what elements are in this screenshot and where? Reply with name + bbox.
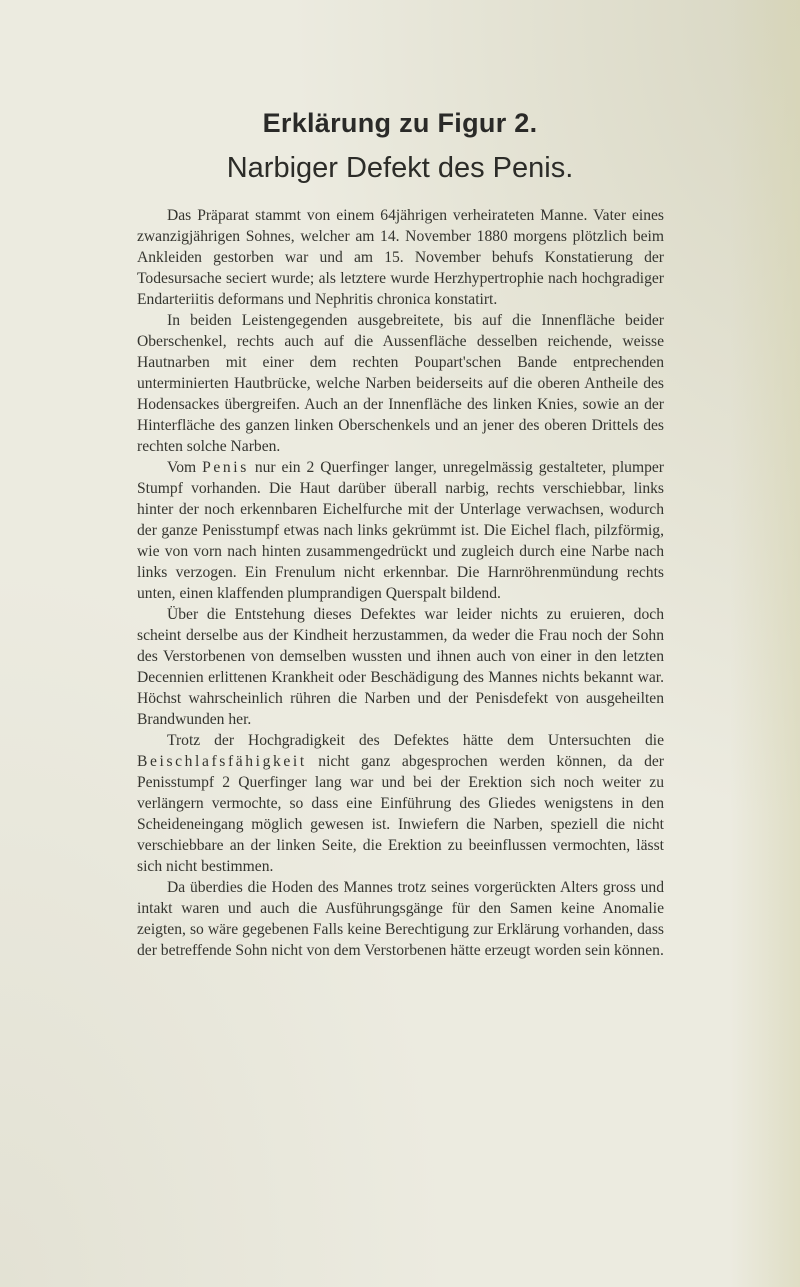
paragraph-text: Trotz der Hochgradigkeit des Defektes hätte dem Untersuchten die xyxy=(167,732,664,749)
paragraph-text: Vom xyxy=(167,459,203,476)
paragraph-text: nur ein 2 Querfinger langer, unregelmässig gestalteter, plumper Stumpf vorhanden. Die Haut darüber überall narbig, rechts verschiebbar, links hinter der noch erkennbaren Eichelfurche mit der Unterlage verwachsen, wodurch der ganze Penisstumpf etwas nach links gekrümmt ist. Die Eichel flach, pilzförmig, wie von vorn nach hinten zusammengedrückt und zugleich durch eine Narbe nach links verzogen. Ein Frenulum nicht erkennbar. Die Harnröhrenmündung rechts unten, einen klaffenden plumprandigen Querspalt bildend. xyxy=(137,459,664,602)
paragraph-cohabitation-capacity xyxy=(137,730,664,877)
document-title: Narbiger Defekt des Penis. xyxy=(226,152,574,184)
page-edge-shading xyxy=(730,0,800,1287)
paragraph-paternity: Da überdies die Hoden des Mannes trotz seines vorgerückten Alters gross und intakt waren und auch die Ausführungsgänge für den Samen keine Anomalie zeigten, so wäre gegebenen Falls keine Berechtigung zur Erklärung vorhanden, dass der betreffende Sohn nicht von dem Verstorbenen hätte erzeugt worden sein können. xyxy=(137,879,664,959)
paragraph-specimen-origin: Das Präparat stammt von einem 64jährigen verheirateten Manne. Vater eines zwanzigjährigen Sohnes, welcher am 14. November 1880 morgens plötzlich beim Ankleiden gestorben war und am 15. November behufs Konstatierung der Todesursache seciert wurde; als letztere wurde Herzhypertrophie nach hochgradiger Endarteriitis deformans und Nephritis chronica konstatirt. xyxy=(137,207,664,308)
figure-explanation-heading: Erklärung zu Figur 2. xyxy=(262,108,538,138)
emphasized-term: Penis xyxy=(202,459,249,476)
paragraph-text: nicht ganz abgesprochen werden können, da der Penisstumpf 2 Querfinger lang war und bei der Erektion sich noch weiter zu verlängern vermochte, so dass eine Einführung des Gliedes wenigstens in den Scheideneingang möglich gewesen ist. Inwiefern die Narben, speziell die nicht verschiebbare an der linken Seite, die Erektion zu beeinflussen vermochten, lässt sich nicht bestimmen. xyxy=(137,753,664,875)
body-text xyxy=(137,205,664,961)
paragraph-penis-description xyxy=(137,457,664,604)
paragraph-origin-of-defect: Über die Entstehung dieses Defektes war leider nichts zu eruieren, doch scheint derselbe aus der Kindheit herzustammen, da weder die Frau noch der Sohn des Verstorbenen von demselben wussten und ihnen auch von einer in den letzten Decennien erlittenen Krankheit oder Beschädigung des Mannes nichts bekannt war. Höchst wahrscheinlich rühren die Narben und der Penisdefekt von ausgeheilten Brandwunden her. xyxy=(137,606,664,728)
paragraph-scars: In beiden Leistengegenden ausgebreitete, bis auf die Innenfläche beider Oberschenkel, rechts auch auf die Aussenfläche desselben reichende, weisse Hautnarben mit einer dem rechten Poupart'schen Bande entprechenden unterminierten Hautbrücke, welche Narben beiderseits auf die oberen Antheile des Hodensackes übergreifen. Auch an der Innenfläche des linken Knies, sowie an der Hinterfläche des ganzen linken Oberschenkels und an jener des oberen Drittels des rechten solche Narben. xyxy=(137,312,664,455)
emphasized-term: Beischlafsfähigkeit xyxy=(137,753,307,770)
